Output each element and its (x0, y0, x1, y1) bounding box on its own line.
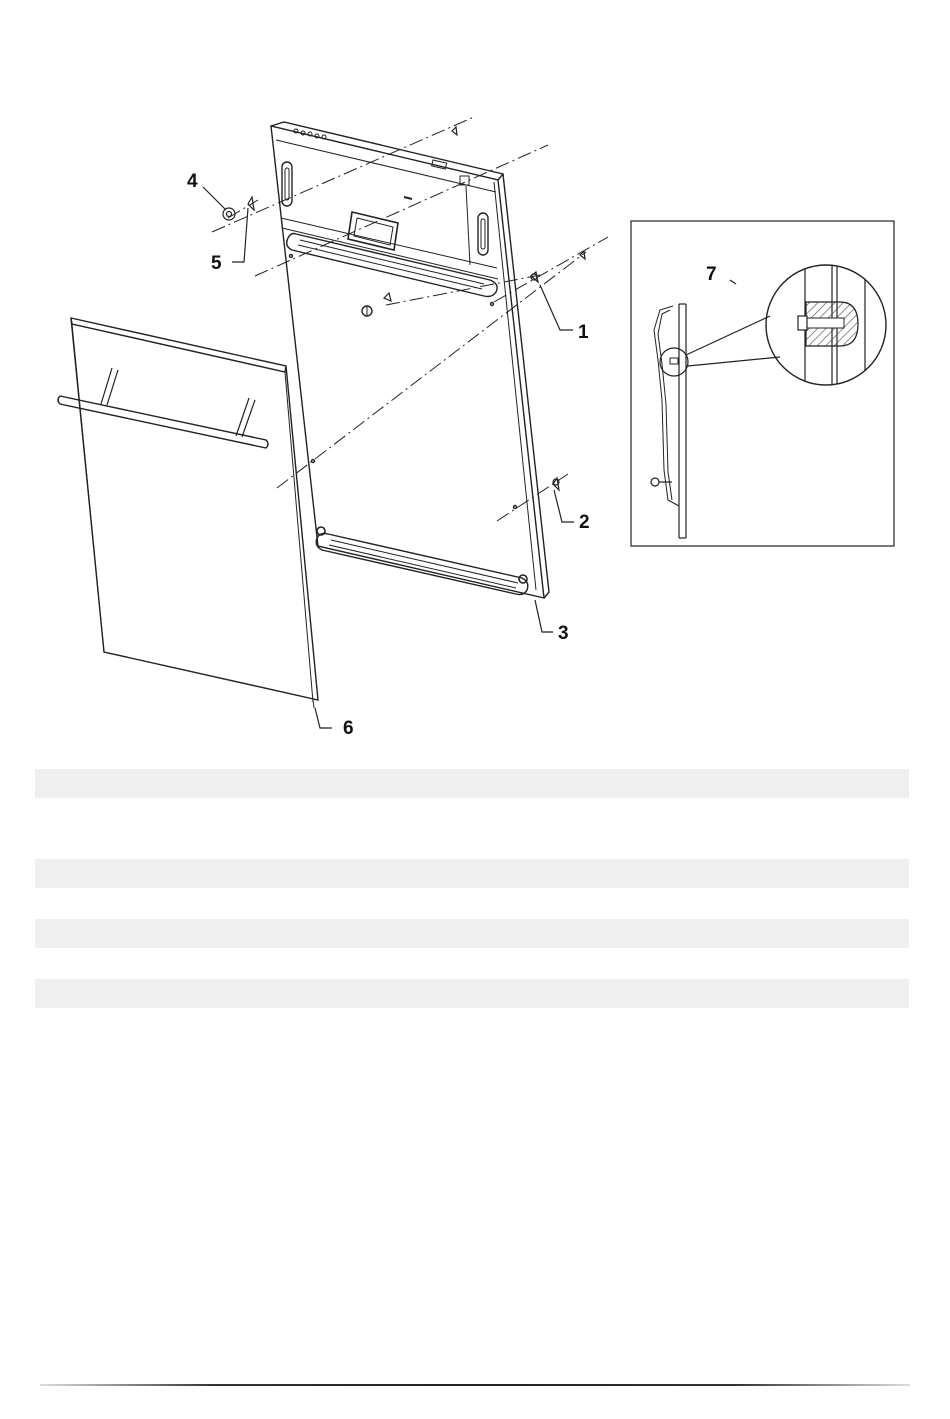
inner-door-frame (271, 122, 549, 598)
leader-lines (203, 187, 736, 728)
hook-icon (248, 197, 254, 210)
screw-icon (553, 478, 559, 490)
callout-6: 6 (343, 718, 354, 739)
detail-inset (631, 221, 894, 546)
callout-4: 4 (187, 171, 198, 192)
construction-lines (212, 117, 608, 521)
callout-2: 2 (579, 512, 590, 533)
callout-1: 1 (578, 322, 589, 343)
callout-3: 3 (558, 623, 569, 644)
text-placeholder-band (35, 919, 909, 948)
text-placeholder-band (35, 979, 909, 1008)
washer-icon (223, 208, 235, 220)
screw-icon (384, 293, 391, 301)
footer-divider (40, 1384, 910, 1386)
handle-bar (58, 368, 268, 448)
callout-5: 5 (211, 253, 222, 274)
screw-icon (452, 127, 457, 135)
text-placeholder-band (35, 769, 909, 798)
text-placeholder-band (35, 859, 909, 888)
callout-7: 7 (706, 264, 717, 285)
screw-icon (362, 306, 372, 316)
decor-panel (58, 318, 318, 708)
